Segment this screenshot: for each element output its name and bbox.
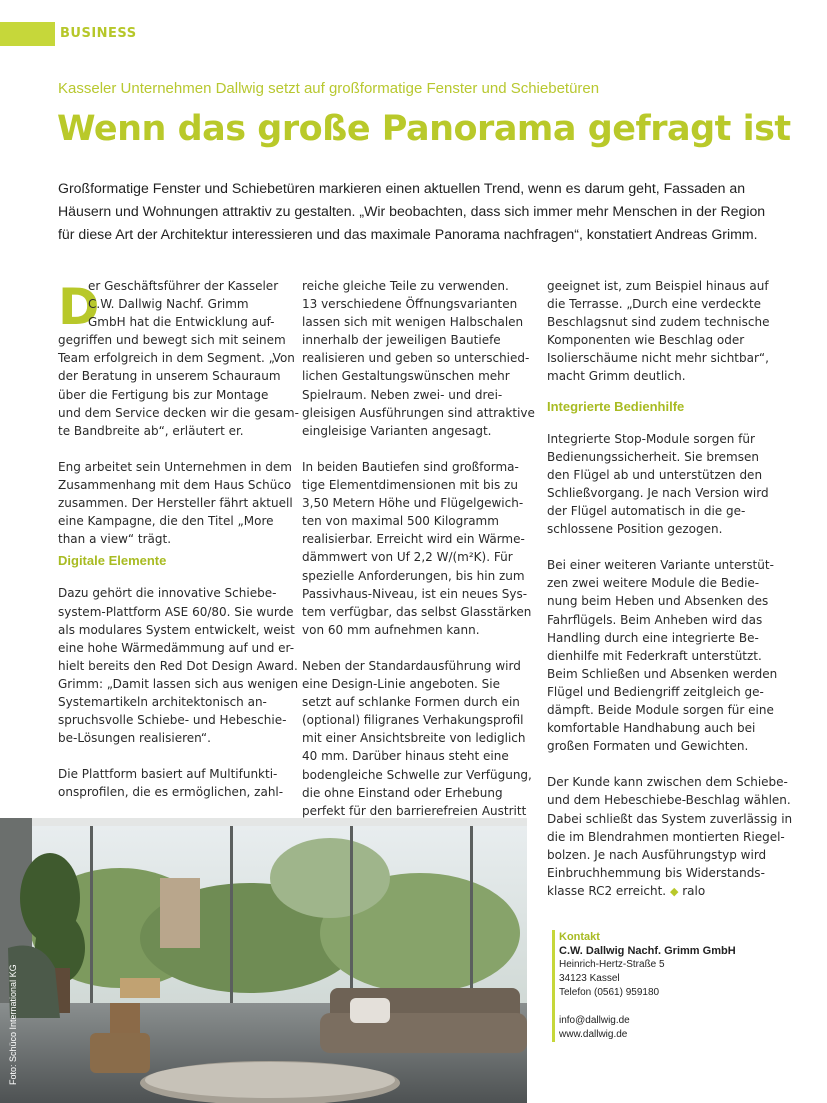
text-line: 13 verschiedene Öffnungsvarianten	[302, 297, 518, 312]
text-line: setzt auf schlanke Formen durch ein	[302, 695, 520, 710]
text-line: Fahrflügels. Beim Anheben wird das	[547, 612, 763, 627]
text-line: lichen Gestaltungswünschen mehr	[302, 369, 510, 384]
text-line: schlossene Position gezogen.	[547, 522, 723, 537]
text-line: Flügel und Bediengriff zeitgleich ge-	[547, 684, 764, 699]
text-column-3	[547, 277, 793, 900]
text-line: als modulares System entwickelt, weist	[58, 622, 295, 637]
text-line: Dabei schließt das System zuverlässig in	[547, 811, 793, 826]
text-line: Die Plattform basiert auf Multifunkti-	[58, 767, 278, 782]
text-line: dämmwert von Uf 2,2 W/(m²K). Für	[302, 550, 513, 565]
text-line: Schließvorgang. Je nach Version wird	[547, 485, 769, 500]
text-line: die ohne Einstand oder Erhebung	[302, 785, 503, 800]
text-line: er Geschäftsführer der Kasseler	[88, 279, 279, 293]
section-label: BUSINESS	[60, 26, 137, 41]
text-line: (optional) filigranes Verhakungsprofil	[302, 713, 524, 728]
text-line: tem verfügbar, das selbst Glasstärken	[302, 604, 532, 619]
text-line: Dazu gehört die innovative Schiebe-	[58, 586, 277, 601]
text-line: eingleisige Varianten angesagt.	[302, 423, 492, 438]
text-line: be-Lösungen realisieren“.	[58, 731, 211, 746]
text-line: mit einer Ansichtsbreite von lediglich	[302, 731, 526, 746]
contact-web-link[interactable]: www.dallwig.de	[559, 1029, 628, 1040]
text-line: perfekt für den barrierefreien Austritt	[302, 803, 527, 818]
living-room-photo	[0, 818, 527, 1103]
text-line: Grimm: „Damit lassen sich aus wenigen	[58, 676, 299, 691]
text-line: Handling durch eine integrierte Be-	[547, 630, 759, 645]
text-line: system-Plattform ASE 60/80. Sie wurde	[58, 604, 294, 619]
text-line: nung beim Heben und Absenken des	[547, 594, 769, 609]
text-line: GmbH hat die Entwicklung auf-	[88, 315, 275, 330]
text-line: realisieren und geben so unterschied-	[302, 351, 530, 366]
text-line: Passivhaus-Niveau, ist ein neues Sys-	[302, 586, 528, 601]
text-line: Eng arbeitet sein Unternehmen in dem	[58, 459, 292, 474]
paragraph	[547, 430, 777, 539]
text-line: than a view“ trägt.	[58, 532, 172, 547]
paragraph	[547, 773, 793, 882]
text-line: zen zwei weitere Module die Bedie-	[547, 576, 760, 591]
text-line: Bedienungssicherheit. Sie bremsen	[547, 449, 759, 464]
contact-title: Kontakt	[559, 931, 600, 943]
intro-line: für diese Art der Architektur interessieren und das maximale Panorama nachfragen“, konstatiert Andreas Grimm.	[58, 226, 758, 242]
subheading-digitale-elemente: Digitale Elemente	[58, 553, 167, 569]
text-line: Beim Schließen und Absenken werden	[547, 666, 778, 681]
text-line: spruchsvolle Schiebe- und Hebeschie-	[58, 713, 287, 728]
text-line: über die Fertigung bis zur Montage	[58, 387, 269, 402]
text-line: realisierbar. Erreicht wird ein Wärme-	[302, 532, 525, 547]
text-line: dienhilfe mit Federkraft unterstützt.	[547, 648, 762, 663]
text-line: eine hohe Wärmedämmung auf und er-	[58, 640, 295, 655]
text-line: der Flügel automatisch in die ge-	[547, 503, 746, 518]
text-line: Einbruchhemmung bis Widerstands-	[547, 865, 765, 880]
text-line: komfortable Handhabung auch bei	[547, 721, 756, 736]
text-line: die im Blendrahmen montierten Riegel-	[547, 829, 785, 844]
text-line: Bei einer weiteren Variante unterstüt-	[547, 558, 774, 573]
article-headline: Wenn das große Panorama gefragt ist	[57, 109, 791, 149]
text-line: hielt bereits den Red Dot Design Award.	[58, 658, 298, 673]
text-line: bodengleiche Schwelle zur Verfügung,	[302, 767, 532, 782]
text-line: die Terrasse. „Durch eine verdeckte	[547, 297, 762, 312]
paragraph	[547, 277, 777, 386]
text-line: gleisigen Ausführungen sind attraktive	[302, 405, 535, 420]
text-column-2	[302, 277, 535, 820]
paragraph	[58, 277, 299, 440]
text-line: Der Kunde kann zwischen dem Schiebe-	[547, 775, 788, 790]
text-line: gegriffen und bewegt sich mit seinem	[58, 333, 286, 348]
closing-line	[547, 882, 777, 900]
article-kicker: Kasseler Unternehmen Dallwig setzt auf großformatige Fenster und Schiebetüren	[58, 80, 600, 97]
text-line: tige Elementdimensionen mit bis zu	[302, 478, 518, 493]
text-line: macht Grimm deutlich.	[547, 369, 686, 384]
paragraph	[58, 584, 299, 747]
text-line: Spielraum. Neben zwei- und drei-	[302, 387, 503, 402]
text-line: Zusammenhang mit dem Haus Schüco	[58, 478, 292, 493]
contact-street: Heinrich-Hertz-Straße 5	[559, 959, 665, 970]
text-line: zusammen. Der Hersteller fährt aktuell	[58, 496, 293, 511]
text-line: geeignet ist, zum Beispiel hinaus auf	[547, 279, 769, 293]
text-line: ten von maximal 500 Kilogramm	[302, 514, 499, 529]
text-line: Isolierschäume nicht mehr sichtbar“,	[547, 351, 769, 366]
text-line: Team erfolgreich in dem Segment. „Von	[58, 351, 295, 366]
contact-city: 34123 Kassel	[559, 973, 620, 984]
paragraph	[58, 765, 288, 801]
text-line: lassen sich mit wenigen Halbschalen	[302, 315, 524, 330]
intro-line: Großformatige Fenster und Schiebetüren markieren einen aktuellen Trend, wenn es darum geht, Fassaden an	[58, 180, 746, 196]
text-line: C.W. Dallwig Nachf. Grimm	[88, 297, 249, 312]
paragraph	[58, 458, 293, 548]
text-line: reiche gleiche Teile zu verwenden.	[302, 279, 509, 293]
text-line: Neben der Standardausführung wird	[302, 658, 521, 673]
text-line: Systemartikeln architektonisch an-	[58, 694, 267, 709]
text-line: großen Formaten und Gewichten.	[547, 739, 749, 754]
text-line: bolzen. Je nach Ausführungstyp wird	[547, 847, 767, 862]
contact-box	[552, 930, 799, 1042]
paragraph	[547, 556, 777, 755]
text-line: spezielle Anforderungen, bis hin zum	[302, 568, 525, 583]
text-line: und dem Service decken wir die gesam-	[58, 405, 299, 420]
text-column-1	[58, 277, 299, 802]
drop-cap: D	[58, 278, 100, 336]
paragraph	[302, 458, 532, 639]
end-diamond-icon: ◆	[669, 884, 679, 898]
paragraph	[302, 657, 532, 820]
contact-company: C.W. Dallwig Nachf. Grimm GmbH	[559, 945, 736, 957]
paragraph	[302, 277, 535, 440]
contact-email-link[interactable]: info@dallwig.de	[559, 1015, 630, 1026]
subheading-integrierte-bedienhilfe: Integrierte Bedienhilfe	[547, 398, 685, 414]
closing-text: klasse RC2 erreicht.	[547, 883, 667, 898]
intro-line: Häusern und Wohnungen attraktiv zu gestalten. „Wir beobachten, dass sich immer mehr Menschen in der Region	[58, 203, 766, 219]
text-line: Komponenten wie Beschlag oder	[547, 333, 745, 348]
text-line: von 60 mm aufnehmen kann.	[302, 622, 480, 637]
text-line: eine Design-Linie angeboten. Sie	[302, 677, 501, 692]
contact-phone: Telefon (0561) 959180	[559, 987, 660, 998]
author-initials: ralo	[682, 883, 706, 898]
text-line: onsprofilen, die es ermöglichen, zahl-	[58, 785, 284, 800]
photo-credit: Foto: Schüco International KG	[8, 964, 18, 1085]
text-line: eine Kampagne, die den Titel „More	[58, 514, 274, 529]
text-line: dämpft. Beide Module sorgen für eine	[547, 702, 774, 717]
text-line: 40 mm. Darüber hinaus steht eine	[302, 749, 509, 764]
text-line: te Bandbreite ab“, erläutert er.	[58, 423, 244, 438]
text-line: und dem Hebeschiebe-Beschlag wählen.	[547, 793, 791, 808]
text-line: In beiden Bautiefen sind großforma-	[302, 459, 519, 474]
text-line: Integrierte Stop-Module sorgen für	[547, 431, 755, 446]
text-line: 3,50 Metern Höhe und Flügelgewich-	[302, 496, 524, 511]
text-line: den Flügel ab und unterstützen den	[547, 467, 763, 482]
article-intro	[58, 177, 774, 246]
text-line: innerhalb der jeweiligen Bautiefe	[302, 333, 501, 348]
section-color-bar	[0, 22, 55, 46]
text-line: der Beratung in unserem Schauraum	[58, 369, 281, 384]
text-line: Beschlagsnut sind zudem technische	[547, 315, 770, 330]
